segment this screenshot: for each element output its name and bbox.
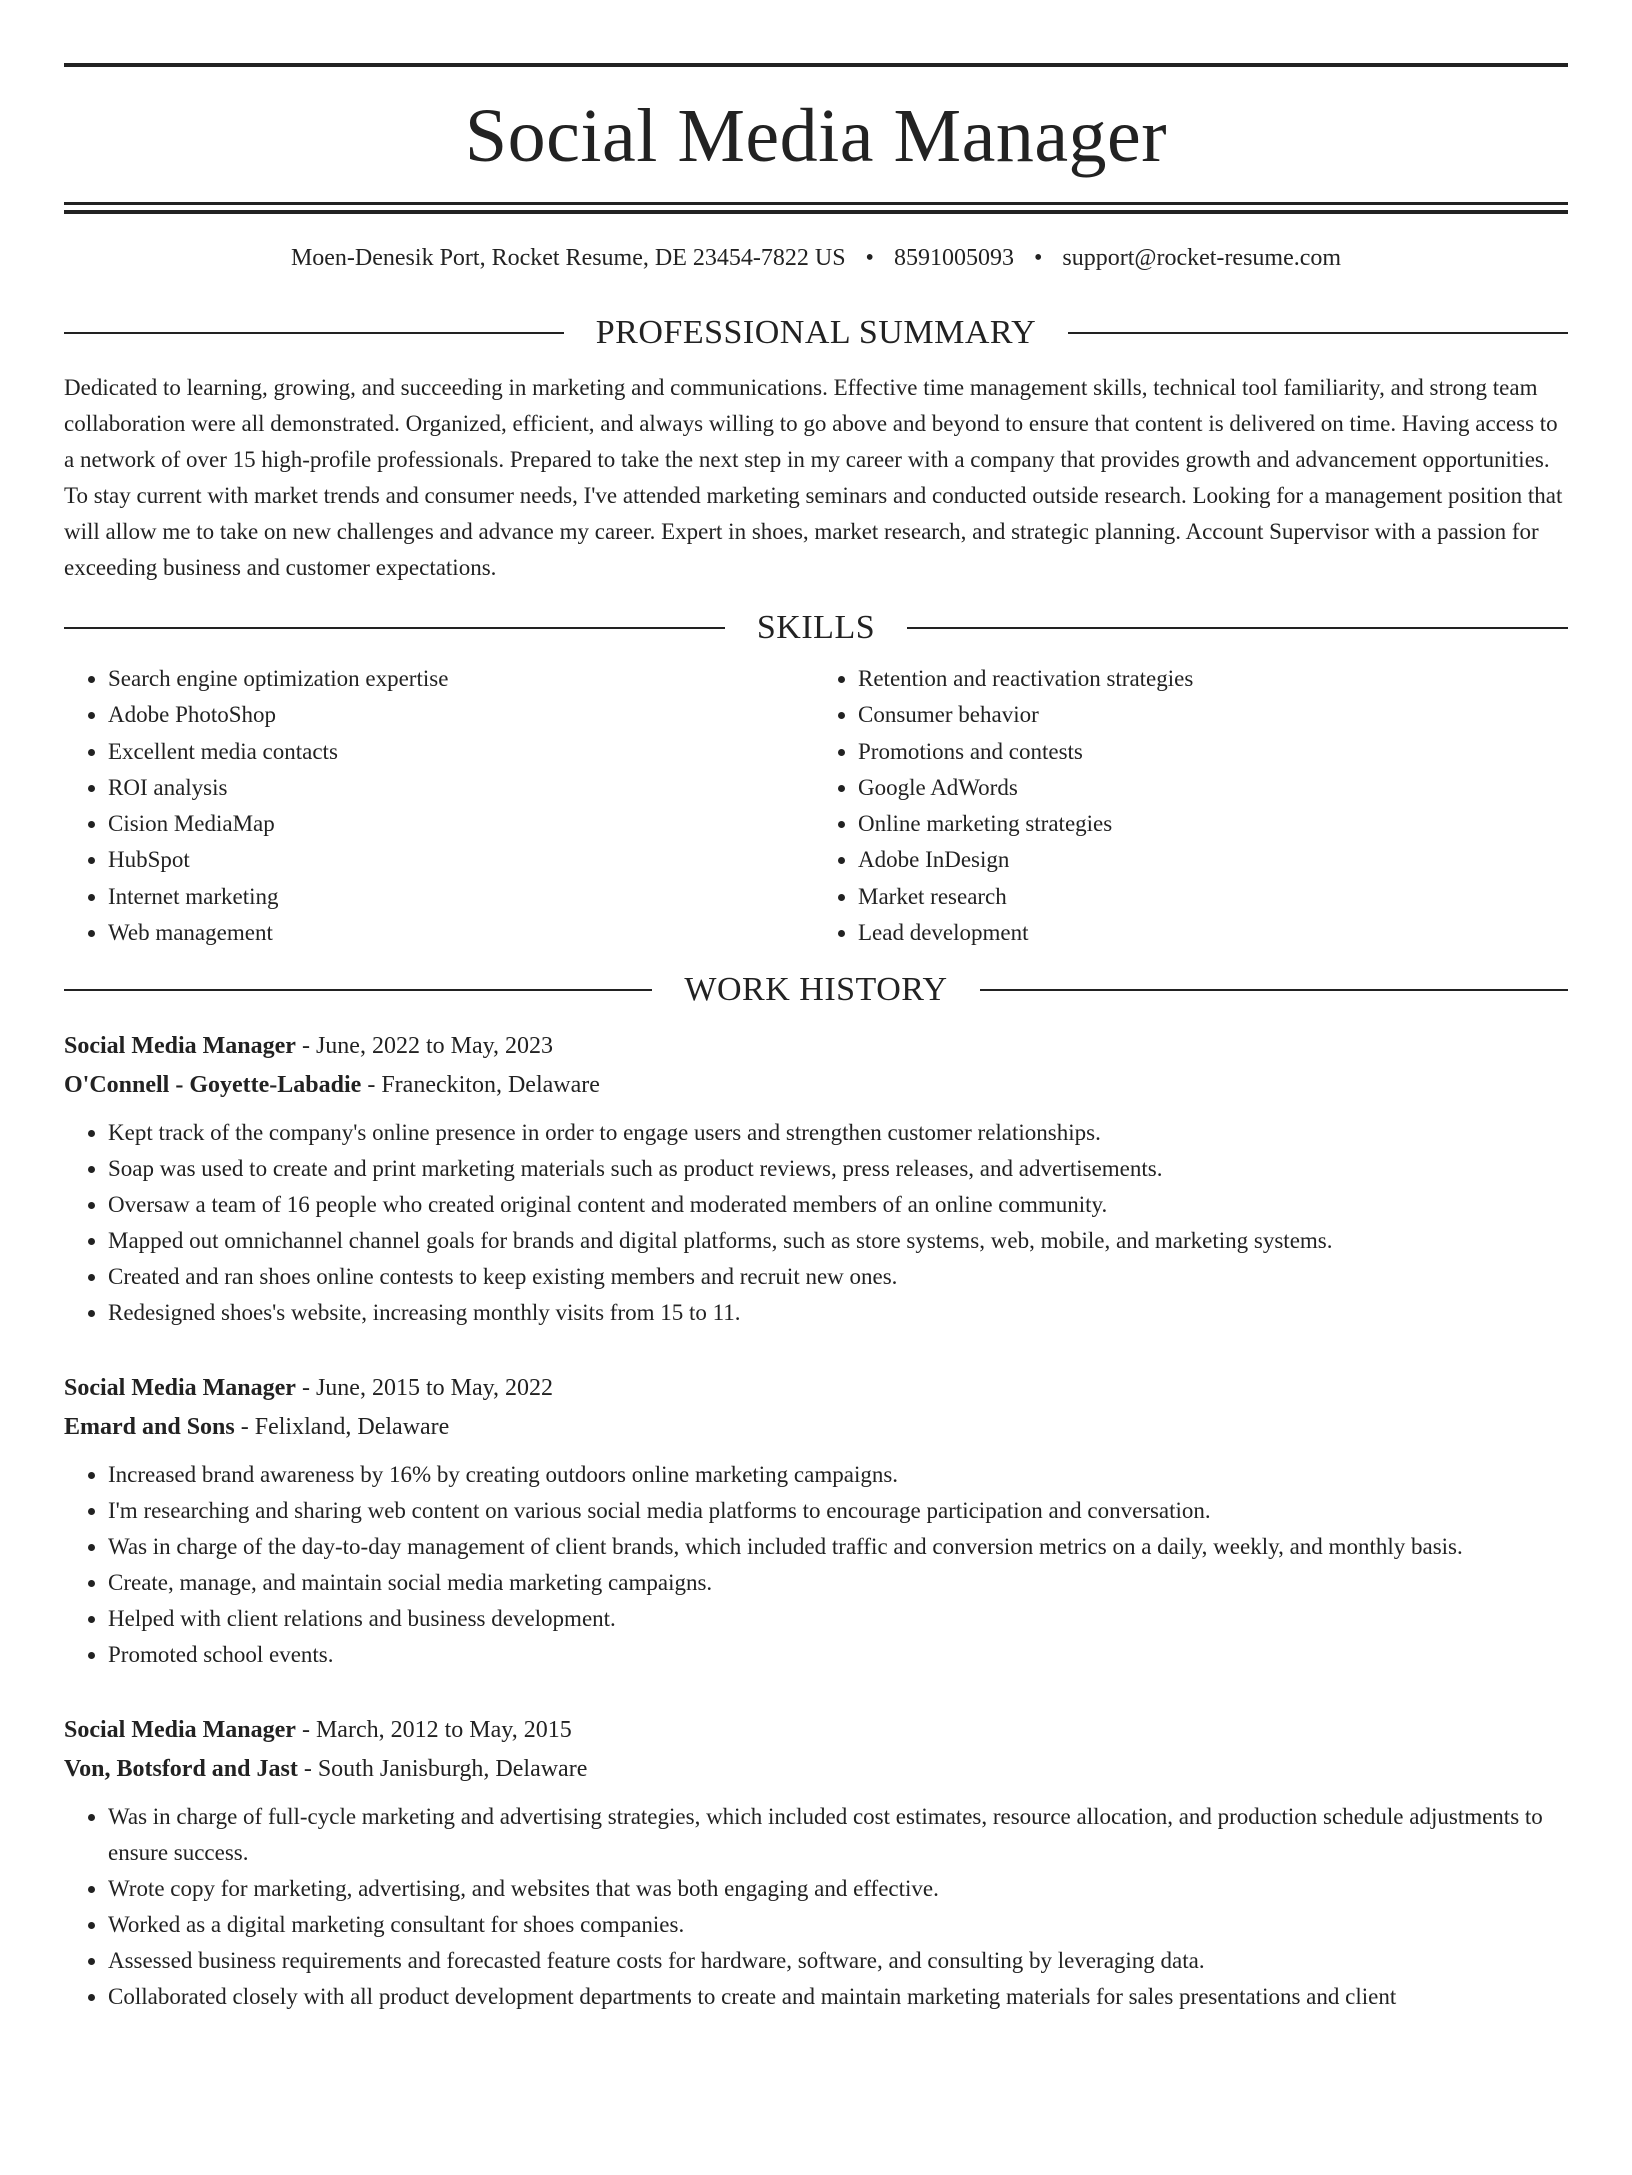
skill-item: • Search engine optimization expertise: [108, 661, 818, 697]
job-bullet: • Created and ran shoes online contests to keep existing members and recruit new ones.: [108, 1259, 1568, 1295]
skill-item: • Web management: [108, 915, 818, 951]
work-history-list: [64, 1027, 1568, 2015]
contact-phone: 8591005093: [893, 245, 1014, 271]
job-bullet: • Increased brand awareness by 16% by creating outdoors online marketing campaigns.: [108, 1457, 1568, 1493]
skills-list-left: [64, 661, 818, 951]
job-bullet: • Redesigned shoes's website, increasing monthly visits from 15 to 11.: [108, 1295, 1568, 1331]
skill-item: • Adobe PhotoShop: [108, 697, 818, 733]
contact-separator: •: [865, 245, 874, 271]
job-location: - South Janisburgh, Delaware: [297, 1756, 588, 1783]
contact-line: [64, 246, 1568, 270]
job-bullets: [64, 1115, 1568, 1331]
job-bullet: • Soap was used to create and print marketing materials such as product reviews, press releases, and advertisements.: [108, 1151, 1568, 1187]
job-bullet: • Promoted school events.: [108, 1637, 1568, 1673]
skill-item: • Excellent media contacts: [108, 734, 818, 770]
skills-heading: [64, 609, 1568, 647]
job-title: Social Media Manager: [64, 1033, 296, 1060]
job-title-line: [64, 1711, 1568, 1750]
job-company-line: [64, 1750, 1568, 1789]
skill-item: • HubSpot: [108, 842, 818, 878]
skill-item: • Adobe InDesign: [858, 842, 1568, 878]
skill-item: • Online marketing strategies: [858, 806, 1568, 842]
job-company-line: [64, 1408, 1568, 1447]
job-location: - Franeckiton, Delaware: [361, 1072, 600, 1099]
job-bullet: • Mapped out omnichannel channel goals for brands and digital platforms, such as store systems, web, mobile, and marketing systems.: [108, 1223, 1568, 1259]
header-top-rule: [64, 63, 1568, 67]
job-bullets: [64, 1799, 1568, 2015]
job-bullet: • Wrote copy for marketing, advertising, and websites that was both engaging and effective.: [108, 1871, 1568, 1907]
skill-item: • Retention and reactivation strategies: [858, 661, 1568, 697]
summary-paragraph: Dedicated to learning, growing, and succeeding in marketing and communications. Effective time management skills, technical tool familiarity, and strong team collaboration were all demonstrated. Organized, efficient, and always willing to go above and beyond to ensure that content is delivered on time. Having access to a network of over 15 high-profile professionals. Prepared to take the next step in my career with a company that provides growth and advancement opportunities. To stay current with market trends and consumer needs, I've attended marketing seminars and conducted outside research. Looking for a management position that will allow me to take on new challenges and advance my career. Expert in shoes, market research, and strategic planning. Account Supervisor with a passion for exceeding business and customer expectations.: [64, 375, 1563, 580]
skills-heading-text: SKILLS: [756, 609, 876, 646]
job-dates: - June, 2022 to May, 2023: [295, 1033, 554, 1060]
job-bullet: • Helped with client relations and business development.: [108, 1601, 1568, 1637]
skill-item: • Cision MediaMap: [108, 806, 818, 842]
heading-rule-left: [64, 627, 725, 629]
heading-rule-right: [1068, 332, 1568, 334]
job-entry: [64, 1369, 1568, 1673]
skill-item: • ROI analysis: [108, 770, 818, 806]
job-bullet: • Oversaw a team of 16 people who created original content and moderated members of an online community.: [108, 1187, 1568, 1223]
job-title: Social Media Manager: [64, 1717, 296, 1744]
job-title-line: [64, 1027, 1568, 1066]
skill-item: • Internet marketing: [108, 879, 818, 915]
heading-rule-left: [64, 989, 652, 991]
job-dates: - March, 2012 to May, 2015: [295, 1717, 572, 1744]
job-bullet: • Create, manage, and maintain social media marketing campaigns.: [108, 1565, 1568, 1601]
job-title: Social Media Manager: [64, 1375, 296, 1402]
resume-title: Social Media Manager: [464, 94, 1168, 178]
skill-item: • Google AdWords: [858, 770, 1568, 806]
work-history-heading: [64, 971, 1568, 1009]
job-bullet: • Assessed business requirements and forecasted feature costs for hardware, software, and consulting by leveraging data.: [108, 1943, 1568, 1979]
resume-page: [0, 63, 1632, 2175]
skills-columns: [64, 661, 1568, 951]
work-history-heading-text: WORK HISTORY: [684, 971, 948, 1009]
job-bullet: • Kept track of the company's online presence in order to engage users and strengthen customer relationships.: [108, 1115, 1568, 1151]
job-company: O'Connell - Goyette-Labadie: [64, 1072, 362, 1099]
skills-list-right: [818, 661, 1568, 951]
job-entry: [64, 1027, 1568, 1331]
contact-email: support@rocket-resume.com: [1062, 245, 1342, 271]
job-title-line: [64, 1369, 1568, 1408]
heading-rule-left: [64, 332, 564, 334]
skill-item: • Promotions and contests: [858, 734, 1568, 770]
skill-item: • Market research: [858, 879, 1568, 915]
job-bullet: • Worked as a digital marketing consultant for shoes companies.: [108, 1907, 1568, 1943]
job-company: Von, Botsford and Jast: [64, 1756, 298, 1783]
contact-separator: •: [1033, 245, 1043, 271]
job-bullet: • Was in charge of full-cycle marketing and advertising strategies, which included cost estimates, resource allocation, and production schedule adjustments to ensure success.: [108, 1799, 1568, 1871]
job-entry: [64, 1711, 1568, 2015]
job-location: - Felixland, Delaware: [234, 1414, 450, 1441]
job-dates: - June, 2015 to May, 2022: [295, 1375, 554, 1402]
job-bullet: • Was in charge of the day-to-day management of client brands, which included traffic and conversion metrics on a daily, weekly, and monthly basis.: [108, 1529, 1568, 1565]
skill-item: • Lead development: [858, 915, 1568, 951]
job-company: Emard and Sons: [64, 1414, 235, 1441]
job-company-line: [64, 1066, 1568, 1105]
summary-heading: [64, 314, 1568, 352]
heading-rule-right: [907, 627, 1568, 629]
job-bullet: • Collaborated closely with all product development departments to create and maintain marketing materials for sales presentations and client: [108, 1979, 1568, 2015]
heading-rule-right: [980, 989, 1568, 991]
contact-address: Moen-Denesik Port, Rocket Resume, DE 23454-7822 US: [290, 245, 846, 271]
header-double-rule: [64, 202, 1568, 214]
skill-item: • Consumer behavior: [858, 697, 1568, 733]
job-bullet: • I'm researching and sharing web content on various social media platforms to encourage participation and conversation.: [108, 1493, 1568, 1529]
job-bullets: [64, 1457, 1568, 1673]
summary-heading-text: PROFESSIONAL SUMMARY: [595, 314, 1037, 351]
